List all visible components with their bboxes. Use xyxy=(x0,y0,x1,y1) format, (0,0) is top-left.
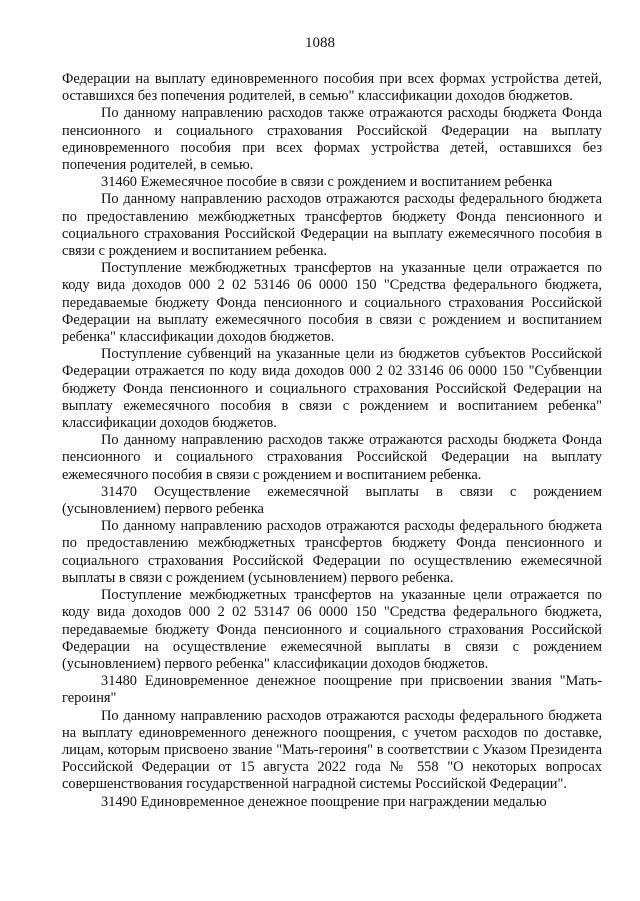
paragraph: Поступление межбюджетных трансфертов на указанные цели отражается по коду вида доходов 000 2 02 53146 06 0000 150 "Средства федерального бюджета, передаваемые бюджету Фонда пенсионного и социального страхования Российской Федерации на выплату ежемесячного пособия в связи с рождением и воспитанием ребенка" классификации доходов бюджетов. xyxy=(62,260,602,346)
paragraph: По данному направлению расходов отражаются расходы федерального бюджета по предоставлению межбюджетных трансфертов бюджету Фонда пенсионного и социального страхования Российской Федерации по осуществлению ежемесячной выплаты в связи с рождением (усыновлением) первого ребенка. xyxy=(62,518,602,586)
paragraph: По данному направлению расходов также отражаются расходы бюджета Фонда пенсионного и социального страхования Российской Федерации на выплату единовременного пособия при всех формах устройства детей, оставшихся без попечения родителей, в семью. xyxy=(62,105,602,174)
paragraph-continuation: Федерации на выплату единовременного пособия при всех формах устройства детей, оставшихся без попечения родителей, в семью" классификации доходов бюджетов. xyxy=(62,71,602,105)
paragraph: По данному направлению расходов отражаются расходы федерального бюджета по предоставлению межбюджетных трансфертов бюджету Фонда пенсионного и социального страхования Российской Федерации на выплату ежемесячного пособия в связи с рождением и воспитанием ребенка. xyxy=(62,191,602,260)
section-heading-31480: 31480 Единовременное денежное поощрение при присвоении звания "Мать-героиня" xyxy=(62,673,602,707)
section-heading-31460: 31460 Ежемесячное пособие в связи с рождением и воспитанием ребенка xyxy=(101,174,553,191)
page-number: 1088 xyxy=(305,35,335,51)
paragraph: Поступление межбюджетных трансфертов на указанные цели отражается по коду вида доходов 000 2 02 53147 06 0000 150 "Средства федерального бюджета, передаваемые бюджету Фонда пенсионного и социального страхования Российской Федерации на осуществление ежемесячной выплаты в связи с рождением (усыновлением) первого ребенка" классификации доходов бюджетов. xyxy=(62,587,602,672)
section-heading-31470: 31470 Осуществление ежемесячной выплаты в связи с рождением (усыновлением) первого ребенка xyxy=(62,483,602,518)
document-body xyxy=(62,71,602,811)
paragraph: Поступление субвенций на указанные цели из бюджетов субъектов Российской Федерации отражается по коду вида доходов 000 2 02 33146 06 0000 150 "Субвенции бюджету Фонда пенсионного и социального страхования Российской Федерации на выплату ежемесячного пособия в связи с рождением и воспитанием ребенка" классификации доходов бюджетов. xyxy=(62,346,602,432)
paragraph: По данному направлению расходов отражаются расходы федерального бюджета на выплату единовременного денежного поощрения, с учетом расходов по доставке, лицам, которым присвоено звание "Мать-героиня" в соответствии с Указом Президента Российской Федерации от 15 августа 2022 года № 558 "О некоторых вопросах совершенствования государственной наградной системы Российской Федерации". xyxy=(62,707,602,793)
section-heading-31490: 31490 Единовременное денежное поощрение при награждении медалью xyxy=(101,793,547,810)
paragraph: По данному направлению расходов также отражаются расходы бюджета Фонда пенсионного и социального страхования Российской Федерации на выплату ежемесячного пособия в связи с рождением и воспитанием ребенка. xyxy=(62,432,602,483)
